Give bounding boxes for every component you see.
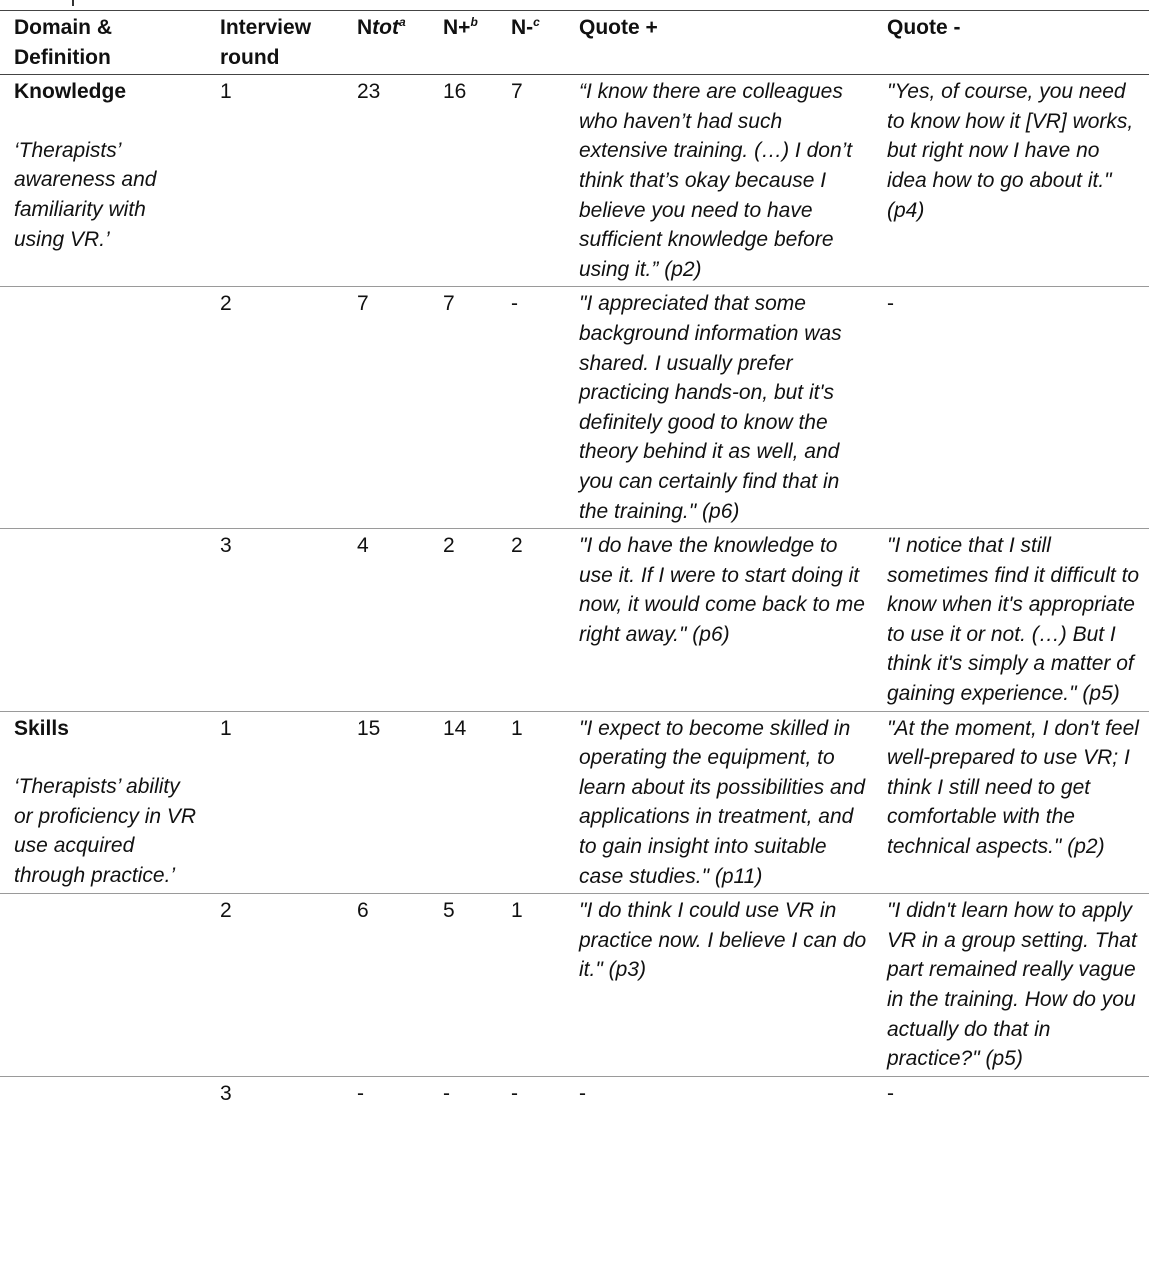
round-cell: 1 <box>220 716 232 740</box>
table-row <box>0 529 1149 712</box>
nplus-cell: 7 <box>443 292 455 316</box>
domain-cell <box>0 75 206 287</box>
domain-cell <box>0 287 206 529</box>
quote-minus-cell: "Yes, of course, you need to know how it [VR] works, but right now I have no idea how to go about it." (p4) <box>887 80 1134 222</box>
nplus-cell: 16 <box>443 80 467 104</box>
header-nminus-label: N- <box>511 16 534 39</box>
domain-name: Skills <box>14 716 69 740</box>
domain-definition: ‘Therapists’ awareness and familiarity with using VR.’ <box>14 138 157 251</box>
header-ntot-italic: tot <box>372 16 399 39</box>
ntot-cell: - <box>357 1081 364 1105</box>
quote-plus-cell: "I do think I could use VR in practice now. I believe I can do it." (p3) <box>579 899 867 982</box>
header-nplus-footnote: b <box>470 15 478 29</box>
nminus-cell: 7 <box>511 80 523 104</box>
table-row <box>0 287 1149 529</box>
domain-cell <box>0 529 206 712</box>
header-nplus <box>429 11 497 75</box>
round-cell: 2 <box>220 899 232 923</box>
nminus-cell: 2 <box>511 534 523 558</box>
header-quote-minus: Quote - <box>887 16 961 39</box>
ntot-cell: 7 <box>357 292 369 316</box>
nminus-cell: 1 <box>511 899 523 923</box>
table-row <box>0 894 1149 1077</box>
table-row <box>0 75 1149 287</box>
top-edge-mark <box>72 0 74 6</box>
round-cell: 2 <box>220 292 232 316</box>
header-interview-round: Interview round <box>220 16 312 69</box>
table-row <box>0 711 1149 894</box>
interview-results-table <box>0 11 1149 1110</box>
nplus-cell: 2 <box>443 534 455 558</box>
quote-plus-cell: "I expect to become skilled in operating the equipment, to learn about its possibilities and applications in treatment, and to gain insight into suitable case studies." (p11) <box>579 716 866 888</box>
header-nminus <box>497 11 565 75</box>
quote-plus-cell: "I appreciated that some background information was shared. I usually prefer practicing hands-on, but it's definitely good to know the theory behind it as well, and you can certainly find that in the training." (p6) <box>579 292 842 523</box>
header-ntot-prefix: N <box>357 16 373 39</box>
ntot-cell: 23 <box>357 80 381 104</box>
domain-definition: ‘Therapists’ ability or proficiency in VR use acquired through practice.’ <box>14 775 197 888</box>
quote-plus-cell: - <box>579 1081 586 1105</box>
domain-cell <box>0 1076 206 1110</box>
quote-minus-cell: - <box>887 292 894 316</box>
round-cell: 3 <box>220 534 232 558</box>
quote-plus-cell: "I do have the knowledge to use it. If I were to start doing it now, it would come back to me right away." (p6) <box>579 534 865 646</box>
quote-minus-cell: - <box>887 1081 894 1105</box>
nminus-cell: - <box>511 1081 518 1105</box>
header-nminus-footnote: c <box>533 15 540 29</box>
nminus-cell: 1 <box>511 716 523 740</box>
quote-minus-cell: "I notice that I still sometimes find it difficult to know when it's appropriate to use it or not. (…) But I think it's simply a matter of gaining experience." (p5) <box>887 534 1140 706</box>
nplus-cell: 14 <box>443 716 467 740</box>
nminus-cell: - <box>511 292 518 316</box>
quote-minus-cell: "I didn't learn how to apply VR in a group setting. That part remained really vague in the training. How do you actually do that in practice?" (p5) <box>887 899 1137 1071</box>
round-cell: 1 <box>220 80 232 104</box>
quote-plus-cell: “I know there are colleagues who haven’t had such extensive training. (…) I don’t think that’s okay because I believe you need to have sufficient knowledge before using it.” (p2) <box>579 80 853 281</box>
round-cell: 3 <box>220 1081 232 1105</box>
domain-cell <box>0 894 206 1077</box>
nplus-cell: - <box>443 1081 450 1105</box>
header-ntot <box>343 11 429 75</box>
ntot-cell: 6 <box>357 899 369 923</box>
ntot-cell: 15 <box>357 716 381 740</box>
header-quote-plus: Quote + <box>579 16 658 39</box>
ntot-cell: 4 <box>357 534 369 558</box>
domain-name: Knowledge <box>14 80 127 104</box>
table-header-row <box>0 11 1149 75</box>
domain-cell <box>0 711 206 894</box>
quote-minus-cell: "At the moment, I don't feel well-prepared to use VR; I think I still need to get comfortable with the technical aspects." (p2) <box>887 716 1139 859</box>
nplus-cell: 5 <box>443 899 455 923</box>
table-row <box>0 1076 1149 1110</box>
header-nplus-label: N+ <box>443 16 471 39</box>
header-ntot-footnote: a <box>399 15 406 29</box>
header-domain: Domain & Definition <box>14 16 113 69</box>
